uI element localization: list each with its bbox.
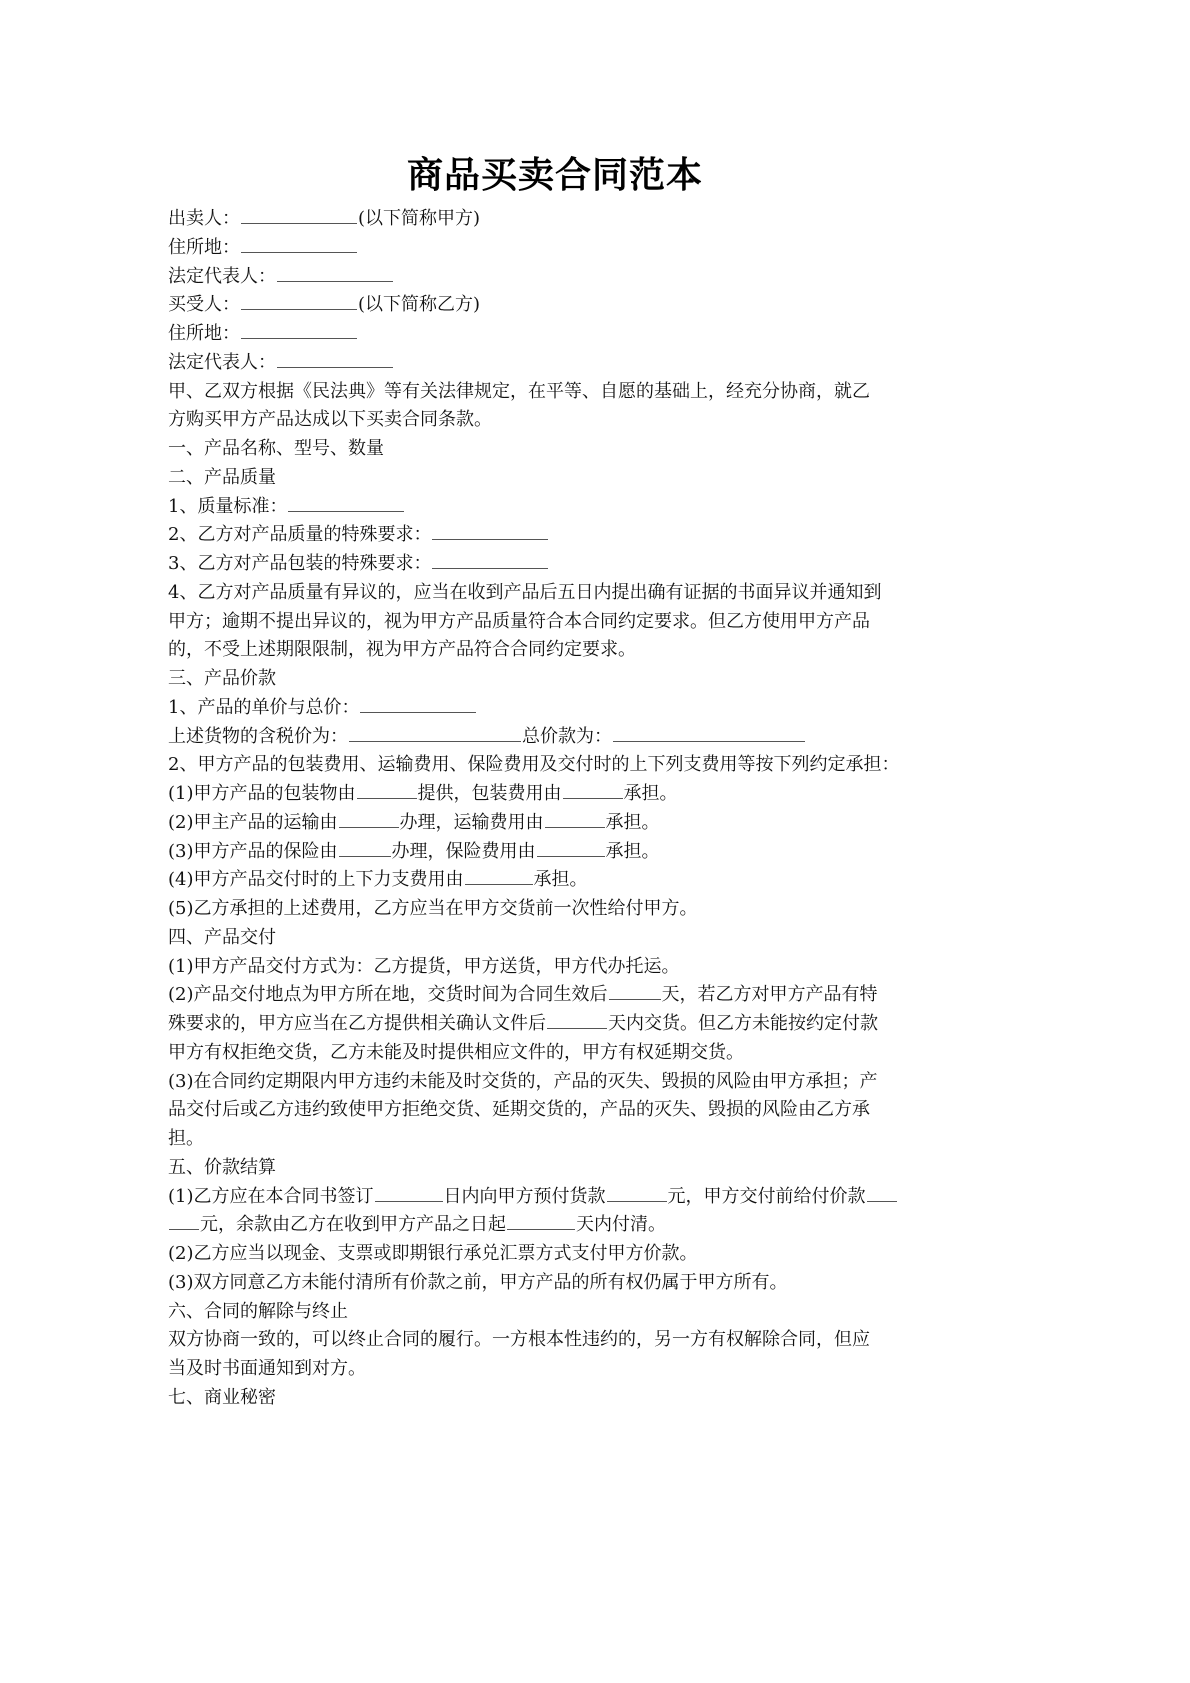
buyer-label: 买受人： bbox=[168, 294, 240, 316]
section-4-heading: 四、产品交付 bbox=[168, 926, 276, 948]
prepay-days-blank[interactable] bbox=[375, 1183, 443, 1202]
seller-address-line bbox=[168, 234, 958, 263]
pre-delivery-amount-blank-part2[interactable] bbox=[169, 1211, 199, 1230]
quality-special-line bbox=[168, 521, 958, 550]
delivery-place-line-3: 甲方有权拒绝交货，乙方未能及时提供相应文件的，甲方有权延期交货。 bbox=[168, 1041, 744, 1063]
unit-price-line bbox=[168, 694, 958, 723]
preamble-line-1: 甲、乙双方根据《民法典》等有关法律规定，在平等、自愿的基础上，经充分协商，就乙 bbox=[168, 380, 870, 402]
settlement-text-c: 元，甲方交付前给付价款 bbox=[667, 1185, 866, 1207]
fee-insurance-text-c: 承担。 bbox=[605, 840, 660, 862]
delivery-text-a: (2)产品交付地点为甲方所在地，交货时间为合同生效后 bbox=[168, 984, 608, 1006]
quality-special-label: 2、乙方对产品质量的特殊要求： bbox=[168, 524, 432, 546]
transport-cost-bearer-blank[interactable] bbox=[545, 809, 605, 828]
termination-line-1: 双方协商一致的，可以终止合同的履行。一方根本性违约的，另一方有权解除合同，但应 bbox=[168, 1329, 870, 1351]
buyer-address-line bbox=[168, 320, 958, 349]
total-price-label: 总价款为： bbox=[522, 725, 612, 747]
delivery-cost-bearer-blank[interactable] bbox=[465, 866, 533, 885]
fee-packaging-text-c: 承担。 bbox=[623, 783, 678, 804]
fee-delivery-line bbox=[168, 866, 958, 895]
ownership-line: (3)双方同意乙方未能付清所有价款之前，甲方产品的所有权仍属于甲方所有。 bbox=[168, 1271, 788, 1293]
settlement-line-1 bbox=[168, 1183, 958, 1212]
buyer-address-label: 住所地： bbox=[168, 323, 240, 344]
fee-delivery-text-a: (4)甲方产品交付时的上下力支费用由 bbox=[168, 869, 464, 891]
seller-name-blank[interactable] bbox=[241, 205, 357, 224]
objection-line-1: 4、乙方对产品质量有异议的，应当在收到产品后五日内提出确有证据的书面异议并通知到 bbox=[168, 581, 882, 603]
seller-rep-blank[interactable] bbox=[277, 263, 393, 282]
settlement-text-d: 元，余款由乙方在收到甲方产品之日起 bbox=[200, 1214, 506, 1236]
buyer-rep-blank[interactable] bbox=[277, 349, 393, 368]
fee-insurance-text-a: (3)甲方产品的保险由 bbox=[168, 840, 338, 862]
tax-price-line bbox=[168, 723, 958, 752]
insurance-cost-bearer-blank[interactable] bbox=[537, 838, 605, 857]
seller-line bbox=[168, 205, 958, 234]
payment-method-line: (2)乙方应当以现金、支票或即期银行承兑汇票方式支付甲方价款。 bbox=[168, 1243, 698, 1264]
settlement-line-2 bbox=[168, 1211, 958, 1240]
buyer-address-blank[interactable] bbox=[241, 320, 357, 339]
fee-transport-text-b: 办理，运输费用由 bbox=[399, 811, 544, 833]
objection-line-2: 甲方；逾期不提出异议的，视为甲方产品质量符合本合同约定要求。但乙方使用甲方产品 bbox=[168, 610, 870, 632]
settlement-text-a: (1)乙方应在本合同书签订 bbox=[168, 1185, 374, 1207]
packaging-provider-blank[interactable] bbox=[357, 780, 417, 799]
termination-line-2: 当及时书面通知到对方。 bbox=[168, 1358, 366, 1379]
section-5-heading: 五、价款结算 bbox=[168, 1156, 276, 1178]
buyer-rep-line bbox=[168, 349, 958, 378]
buyer-name-blank[interactable] bbox=[241, 291, 357, 310]
packaging-cost-bearer-blank[interactable] bbox=[563, 780, 623, 799]
tax-price-blank[interactable] bbox=[349, 723, 521, 742]
fees-intro-line: 2、甲方产品的包装费用、运输费用、保险费用及交付时的上下列支费用等按下列约定承担： bbox=[168, 754, 900, 776]
total-price-blank[interactable] bbox=[613, 723, 805, 742]
delivery-days-blank[interactable] bbox=[609, 981, 661, 1000]
risk-line-3: 担。 bbox=[168, 1128, 204, 1149]
delivery-place-line-1 bbox=[168, 981, 958, 1010]
delivery-place-line-2 bbox=[168, 1010, 958, 1039]
fee-insurance-text-b: 办理，保险费用由 bbox=[391, 840, 536, 862]
pre-delivery-amount-blank-part1[interactable] bbox=[867, 1183, 897, 1202]
section-2-heading: 二、产品质量 bbox=[168, 466, 276, 488]
insurance-handler-blank[interactable] bbox=[339, 838, 391, 857]
fee-packaging-text-b: 提供，包装费用由 bbox=[417, 783, 562, 804]
delivery-text-c: 殊要求的，甲方应当在乙方提供相关确认文件后 bbox=[168, 1013, 546, 1034]
delivery-text-b: 天，若乙方对甲方产品有特 bbox=[661, 984, 878, 1006]
fee-transport-line bbox=[168, 809, 958, 838]
fee-packaging-text-a: (1)甲方产品的包装物由 bbox=[168, 783, 356, 804]
settlement-text-b: 日内向甲方预付货款 bbox=[443, 1185, 606, 1207]
buyer-line bbox=[168, 291, 958, 320]
buyer-rep-label: 法定代表人： bbox=[168, 351, 276, 373]
packaging-special-blank[interactable] bbox=[432, 550, 548, 569]
unit-price-label: 1、产品的单价与总价： bbox=[168, 696, 360, 718]
quality-standard-blank[interactable] bbox=[288, 493, 404, 512]
transport-handler-blank[interactable] bbox=[339, 809, 399, 828]
tax-price-label: 上述货物的含税价为： bbox=[168, 725, 348, 747]
section-6-heading: 六、合同的解除与终止 bbox=[168, 1300, 348, 1322]
fee-transport-text-c: 承担。 bbox=[605, 811, 660, 833]
section-7-heading: 七、商业秘密 bbox=[168, 1386, 276, 1408]
risk-line-2: 品交付后或乙方违约致使甲方拒绝交货、延期交货的，产品的灭失、毁损的风险由乙方承 bbox=[168, 1099, 870, 1121]
seller-rep-label: 法定代表人： bbox=[168, 265, 276, 287]
buyer-note: (以下简称乙方) bbox=[358, 294, 481, 316]
delivery-text-d: 天内交货。但乙方未能按约定付款 bbox=[608, 1013, 878, 1034]
packaging-special-label: 3、乙方对产品包装的特殊要求： bbox=[168, 553, 432, 574]
fee-delivery-text-b: 承担。 bbox=[533, 869, 588, 891]
settlement-text-e: 天内付清。 bbox=[576, 1214, 666, 1236]
section-1-heading: 一、产品名称、型号、数量 bbox=[168, 438, 384, 459]
preamble-line-2: 方购买甲方产品达成以下买卖合同条款。 bbox=[168, 409, 492, 431]
fee-packaging-line bbox=[168, 780, 958, 809]
unit-price-blank[interactable] bbox=[360, 694, 476, 713]
fee-payment-line: (5)乙方承担的上述费用，乙方应当在甲方交货前一次性给付甲方。 bbox=[168, 898, 698, 919]
balance-days-blank[interactable] bbox=[507, 1211, 575, 1230]
seller-address-label: 住所地： bbox=[168, 236, 240, 258]
fee-insurance-line bbox=[168, 838, 958, 867]
seller-rep-line bbox=[168, 263, 958, 292]
fee-transport-text-a: (2)甲主产品的运输由 bbox=[168, 811, 338, 833]
seller-note: (以下简称甲方) bbox=[358, 208, 481, 229]
document-body bbox=[168, 205, 958, 1413]
quality-standard-label: 1、质量标准： bbox=[168, 495, 288, 517]
risk-line-1: (3)在合同约定期限内甲方违约未能及时交货的，产品的灭失、毁损的风险由甲方承担；产 bbox=[168, 1070, 878, 1092]
prepay-amount-blank[interactable] bbox=[607, 1183, 667, 1202]
quality-special-blank[interactable] bbox=[432, 521, 548, 540]
special-delivery-days-blank[interactable] bbox=[547, 1010, 607, 1029]
seller-label: 出卖人： bbox=[168, 208, 240, 229]
section-3-heading: 三、产品价款 bbox=[168, 668, 276, 689]
seller-address-blank[interactable] bbox=[241, 234, 357, 253]
packaging-special-line bbox=[168, 550, 958, 579]
quality-standard-line bbox=[168, 493, 958, 522]
objection-line-3: 的，不受上述期限限制，视为甲方产品符合合同约定要求。 bbox=[168, 639, 636, 661]
document-title: 商品买卖合同范本 bbox=[406, 155, 703, 196]
delivery-method-line: (1)甲方产品交付方式为：乙方提货，甲方送货，甲方代办托运。 bbox=[168, 955, 680, 977]
